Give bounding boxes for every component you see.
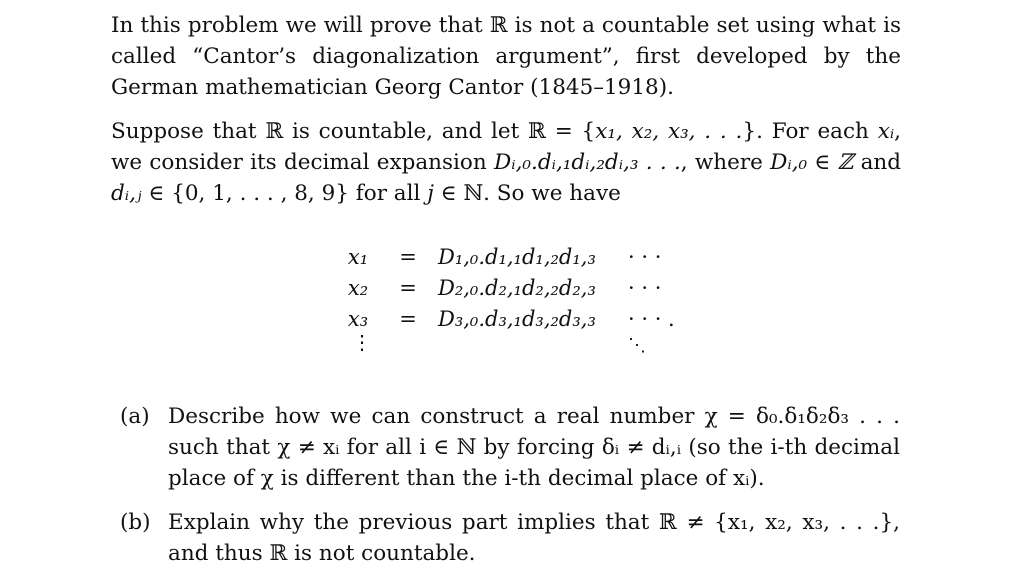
set-list: x₁, x₂, x₃, . . . xyxy=(595,119,743,144)
integer-part: Dᵢ,₀ ∈ ℤ xyxy=(770,150,854,175)
setup-text-5: and xyxy=(860,150,902,175)
row-dots: · · · xyxy=(628,276,662,300)
row-dots: · · · . xyxy=(628,307,675,331)
expansion-row xyxy=(338,242,698,273)
expansion-row xyxy=(338,304,698,335)
row-dots: · · · xyxy=(628,245,662,269)
vertical-dots: ⋮ xyxy=(352,330,372,354)
setup-text-7: ∈ ℕ. So we have xyxy=(440,181,621,206)
row-equals: = xyxy=(399,307,417,331)
diagonal-dots: ⋱ xyxy=(628,335,646,356)
setup-text-1: Suppose that ℝ is countable, and let ℝ = { xyxy=(111,119,596,144)
question-a-text: Describe how we can construct a real number χ = δ₀.δ₁δ₂δ₃ . . . such that χ ≠ xᵢ for all i ∈ ℕ by forcing δᵢ ≠ dᵢ,ᵢ (so the i-th decimal place of χ is different than the i-th decimal place of xᵢ). xyxy=(168,404,900,491)
digit-symbol: dᵢ,ⱼ xyxy=(111,181,142,206)
question-b-label: (b) xyxy=(120,510,151,535)
j-symbol: j xyxy=(427,181,434,206)
intro-paragraph: In this problem we will prove that ℝ is not a countable set using what is called “Cantor’s diagonalization argument”, first developed by the German mathematician Georg Cantor (1845–1918). xyxy=(111,13,901,100)
expansion-table xyxy=(338,242,698,356)
row-expansion: D₃,₀.d₃,₁d₃,₂d₃,₃ xyxy=(438,307,596,331)
row-variable: x₁ xyxy=(347,245,369,269)
row-variable: x₂ xyxy=(347,276,369,300)
setup-text-4: , where xyxy=(680,150,763,175)
expansion-row xyxy=(338,273,698,304)
setup-text-2: }. For each xyxy=(742,119,869,144)
row-equals: = xyxy=(399,276,417,300)
row-variable: x₃ xyxy=(347,307,369,331)
row-expansion: D₂,₀.d₂,₁d₂,₂d₂,₃ xyxy=(438,276,596,300)
row-equals: = xyxy=(399,245,417,269)
row-expansion: D₁,₀.d₁,₁d₁,₂d₁,₃ xyxy=(438,245,596,269)
setup-text-6: ∈ {0, 1, . . . , 8, 9} for all xyxy=(148,181,421,206)
xi-symbol: xᵢ xyxy=(877,119,895,144)
setup-paragraph xyxy=(111,116,901,209)
decimal-expansion: Dᵢ,₀.dᵢ,₁dᵢ,₂dᵢ,₃ . . . xyxy=(494,150,681,175)
setup-text-3: , we consider its decimal expansion xyxy=(111,119,901,175)
question-b-text: Explain why the previous part implies that ℝ ≠ {x₁, x₂, x₃, . . .}, and thus ℝ is not countable. xyxy=(168,510,900,566)
question-a-label: (a) xyxy=(120,404,150,429)
